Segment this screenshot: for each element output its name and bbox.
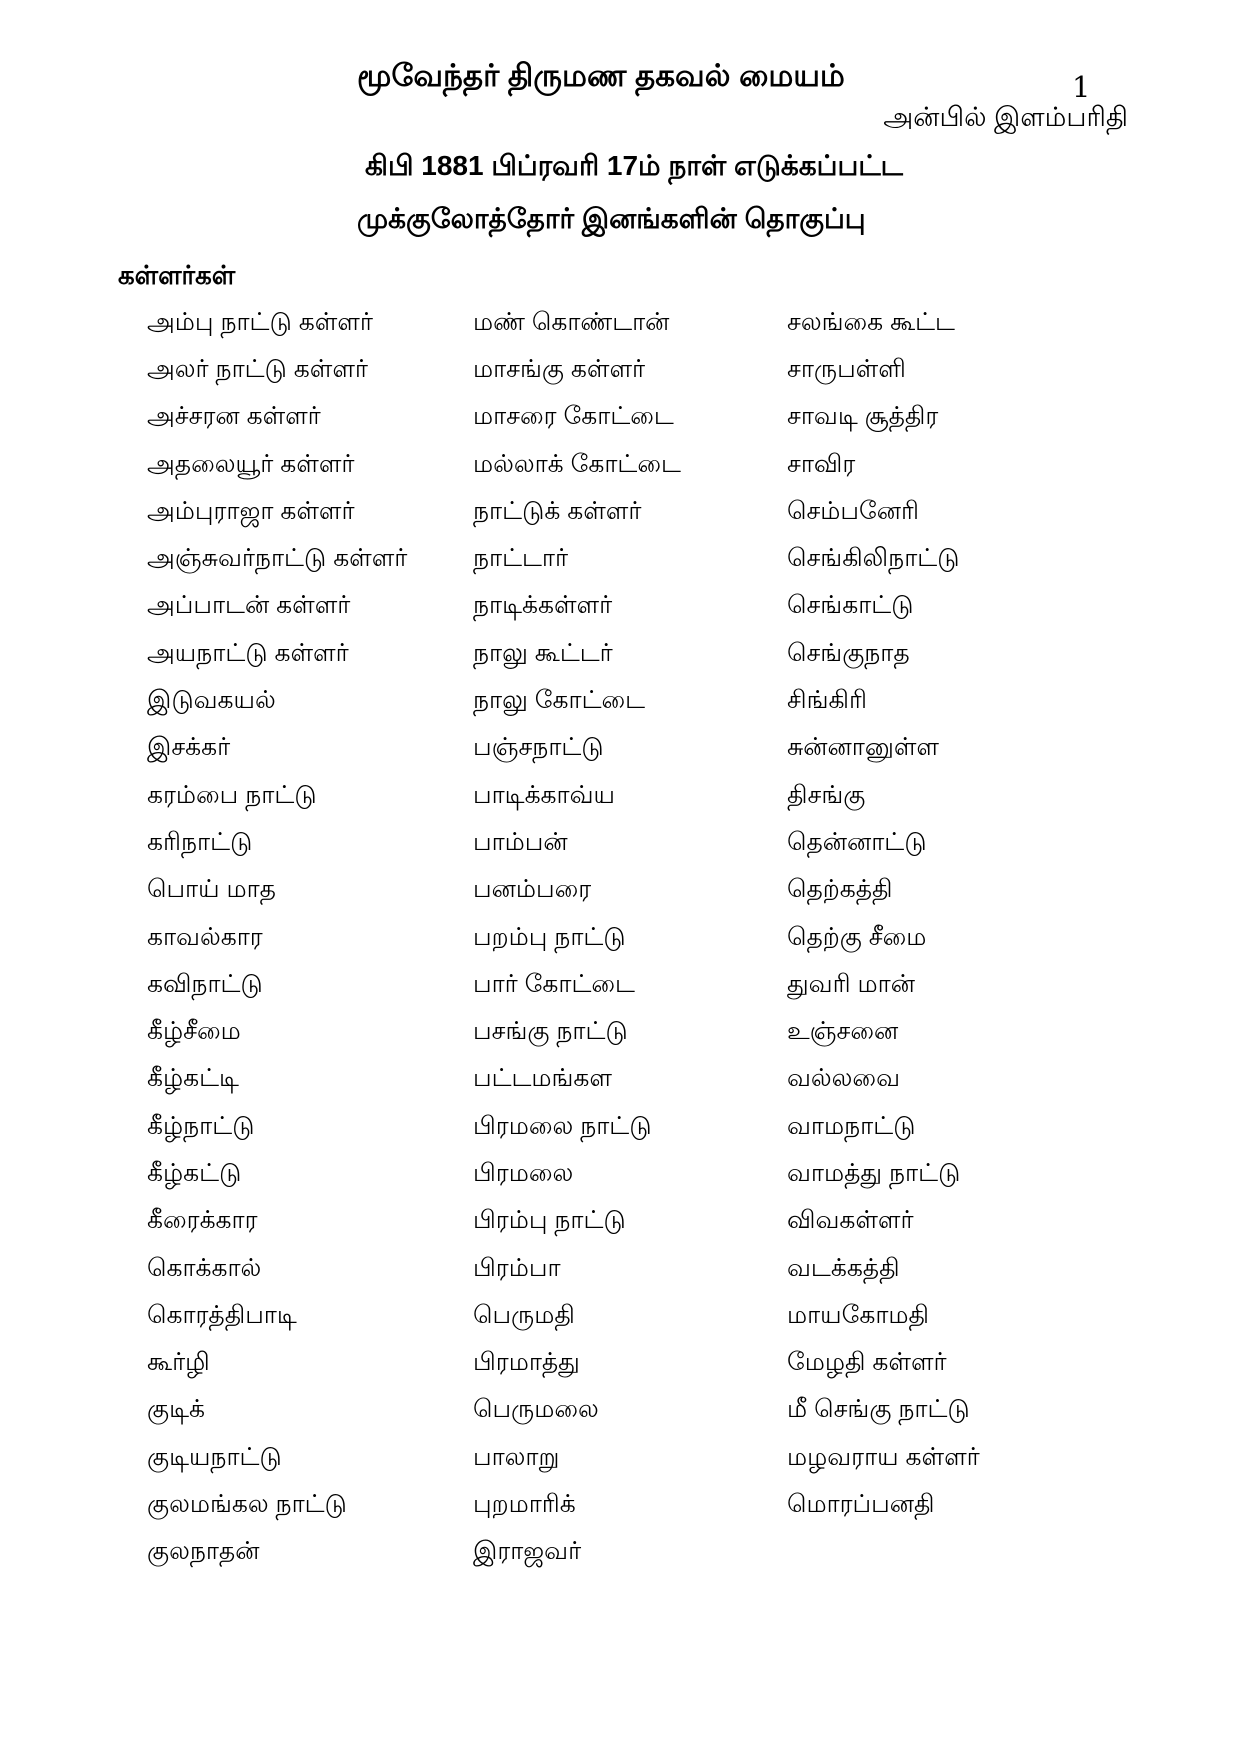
clan-name: கவிநாட்டு bbox=[147, 969, 263, 998]
clan-name: கூர்ழி bbox=[147, 1348, 210, 1377]
clan-name: மொரப்பனதி bbox=[787, 1490, 935, 1519]
clan-name: நாட்டுக் கள்ளர் bbox=[473, 496, 642, 525]
table-row bbox=[147, 489, 1147, 536]
clan-name: தென்னாட்டு bbox=[787, 827, 927, 856]
clan-name: மல்லாக் கோட்டை bbox=[473, 449, 681, 478]
table-row bbox=[147, 1151, 1147, 1198]
table-row bbox=[147, 1057, 1147, 1104]
clan-name: திசங்கு bbox=[787, 780, 866, 809]
clan-name: கரம்பை நாட்டு bbox=[147, 780, 317, 809]
clan-name: கொரத்திபாடி bbox=[147, 1300, 297, 1329]
subtitle-date-line: கிபி 1881 பிப்ரவரி 17ம் நாள் எடுக்கப்பட்ட bbox=[365, 150, 903, 181]
clan-name: நாடிக்கள்ளர் bbox=[473, 591, 613, 620]
clan-name: மீ செங்கு நாட்டு bbox=[787, 1395, 970, 1424]
table-row bbox=[147, 631, 1147, 678]
clan-name: குடியநாட்டு bbox=[147, 1442, 282, 1471]
clan-name: இடுவகயல் bbox=[147, 686, 276, 715]
table-row bbox=[147, 1246, 1147, 1293]
table-row bbox=[147, 1530, 1147, 1577]
clan-name: தெற்கு சீமை bbox=[787, 922, 927, 951]
clan-name: குலமங்கல நாட்டு bbox=[147, 1490, 347, 1519]
clan-name: பாடிக்காவ்ய bbox=[473, 780, 615, 809]
clan-name: மழவராய கள்ளர் bbox=[787, 1442, 980, 1471]
clan-name: அயநாட்டு கள்ளர் bbox=[147, 638, 349, 667]
clan-name: பிரமலை நாட்டு bbox=[473, 1111, 652, 1140]
clan-name: செங்குநாத bbox=[787, 638, 910, 667]
clan-name: பிரமலை bbox=[473, 1158, 574, 1187]
clan-name: பெருமதி bbox=[473, 1300, 575, 1329]
table-row bbox=[147, 300, 1147, 347]
table-row bbox=[147, 1009, 1147, 1056]
table-row bbox=[147, 1435, 1147, 1482]
clan-name: செங்காட்டு bbox=[787, 591, 914, 620]
subtitle-compilation-line: முக்குலோத்தோர் இனங்களின் தொகுப்பு bbox=[357, 203, 866, 234]
clan-name: பிரம்பு நாட்டு bbox=[473, 1206, 626, 1235]
clan-name: மண் கொண்டான் bbox=[473, 307, 670, 336]
clan-name: வாமத்து நாட்டு bbox=[787, 1158, 961, 1187]
clan-name: வல்லவை bbox=[787, 1064, 901, 1093]
clan-name: கரிநாட்டு bbox=[147, 827, 253, 856]
clan-name: பஞ்சநாட்டு bbox=[473, 733, 604, 762]
table-row bbox=[147, 820, 1147, 867]
clan-name: வாமநாட்டு bbox=[787, 1111, 916, 1140]
clan-name: அதலையூர் கள்ளர் bbox=[147, 449, 355, 478]
clan-name: பட்டமங்கள bbox=[473, 1064, 612, 1093]
clan-name: உஞ்சனை bbox=[787, 1017, 899, 1046]
clan-name: குலநாதன் bbox=[147, 1537, 260, 1566]
table-row bbox=[147, 1199, 1147, 1246]
clan-name: குடிக் bbox=[147, 1395, 205, 1424]
table-row bbox=[147, 1104, 1147, 1151]
clan-name: சிங்கிரி bbox=[787, 686, 867, 715]
page-number: 1 bbox=[1072, 70, 1091, 104]
author-byline: அன்பில் இளம்பரிதி bbox=[883, 102, 1128, 132]
clan-name: செம்பனேரி bbox=[787, 496, 920, 525]
table-row bbox=[147, 962, 1147, 1009]
page-title: மூவேந்தர் திருமண தகவல் மையம் bbox=[357, 58, 845, 93]
clan-name: கீழ்சீமை bbox=[147, 1017, 241, 1046]
table-row bbox=[147, 1341, 1147, 1388]
clan-name: அச்சரன கள்ளர் bbox=[147, 402, 321, 431]
clan-name: நாலு கூட்டர் bbox=[473, 638, 613, 667]
clan-name: கீரைக்கார bbox=[147, 1206, 258, 1235]
section-heading: கள்ளர்கள் bbox=[118, 260, 236, 290]
clan-name: மாசங்கு கள்ளர் bbox=[473, 354, 646, 383]
table-row bbox=[147, 1388, 1147, 1435]
clan-name: கீழ்கட்டி bbox=[147, 1064, 239, 1093]
clan-name: புறமாரிக் bbox=[473, 1490, 576, 1519]
table-row bbox=[147, 915, 1147, 962]
clan-name: பனம்பரை bbox=[473, 875, 592, 904]
clan-name: பொய் மாத bbox=[147, 875, 276, 904]
table-row bbox=[147, 1293, 1147, 1340]
clan-name: பெருமலை bbox=[473, 1395, 599, 1424]
clan-name: தெற்கத்தி bbox=[787, 875, 893, 904]
clan-name: விவகள்ளர் bbox=[787, 1206, 914, 1235]
clan-name: பாலாறு bbox=[473, 1442, 560, 1471]
clan-name: மேழதி கள்ளர் bbox=[787, 1348, 947, 1377]
clan-name: அஞ்சுவர்நாட்டு கள்ளர் bbox=[147, 544, 408, 573]
clan-name-table bbox=[147, 300, 1147, 1577]
table-row bbox=[147, 347, 1147, 394]
table-row bbox=[147, 536, 1147, 583]
clan-name: கீழ்நாட்டு bbox=[147, 1111, 255, 1140]
clan-name: பறம்பு நாட்டு bbox=[473, 922, 626, 951]
clan-name: பிரம்பா bbox=[473, 1253, 561, 1282]
clan-name: துவரி மான் bbox=[787, 969, 915, 998]
clan-name: பிரமாத்து bbox=[473, 1348, 580, 1377]
clan-name: இசக்கர் bbox=[147, 733, 231, 762]
table-row bbox=[147, 1482, 1147, 1529]
table-row bbox=[147, 442, 1147, 489]
clan-name: அம்பு நாட்டு கள்ளர் bbox=[147, 307, 373, 336]
clan-name: சாவடி சூத்திர bbox=[787, 402, 939, 431]
clan-name: அலர் நாட்டு கள்ளர் bbox=[147, 354, 368, 383]
clan-name: அப்பாடன் கள்ளர் bbox=[147, 591, 351, 620]
clan-name: நாலு கோட்டை bbox=[473, 686, 646, 715]
clan-name: சாருபள்ளி bbox=[787, 354, 906, 383]
clan-name: அம்புராஜா கள்ளர் bbox=[147, 496, 355, 525]
table-row bbox=[147, 868, 1147, 915]
clan-name: செங்கிலிநாட்டு bbox=[787, 544, 960, 573]
table-row bbox=[147, 773, 1147, 820]
clan-name: நாட்டார் bbox=[473, 544, 569, 573]
clan-name: பார் கோட்டை bbox=[473, 969, 635, 998]
table-row bbox=[147, 584, 1147, 631]
clan-name: காவல்கார bbox=[147, 922, 263, 951]
clan-name: வடக்கத்தி bbox=[787, 1253, 900, 1282]
clan-name: பாம்பன் bbox=[473, 827, 568, 856]
table-row bbox=[147, 726, 1147, 773]
clan-name: மாயகோமதி bbox=[787, 1300, 930, 1329]
table-row bbox=[147, 678, 1147, 725]
clan-name: இராஜவர் bbox=[473, 1537, 582, 1566]
clan-name: சாவிர bbox=[787, 449, 856, 478]
clan-name: சுன்னானுள்ள bbox=[787, 733, 939, 762]
clan-name: கொக்கால் bbox=[147, 1253, 262, 1282]
clan-name: பசங்கு நாட்டு bbox=[473, 1017, 628, 1046]
clan-name: மாசரை கோட்டை bbox=[473, 402, 674, 431]
clan-name: கீழ்கட்டு bbox=[147, 1158, 242, 1187]
clan-name: சலங்கை கூட்ட bbox=[787, 307, 955, 336]
table-row bbox=[147, 395, 1147, 442]
